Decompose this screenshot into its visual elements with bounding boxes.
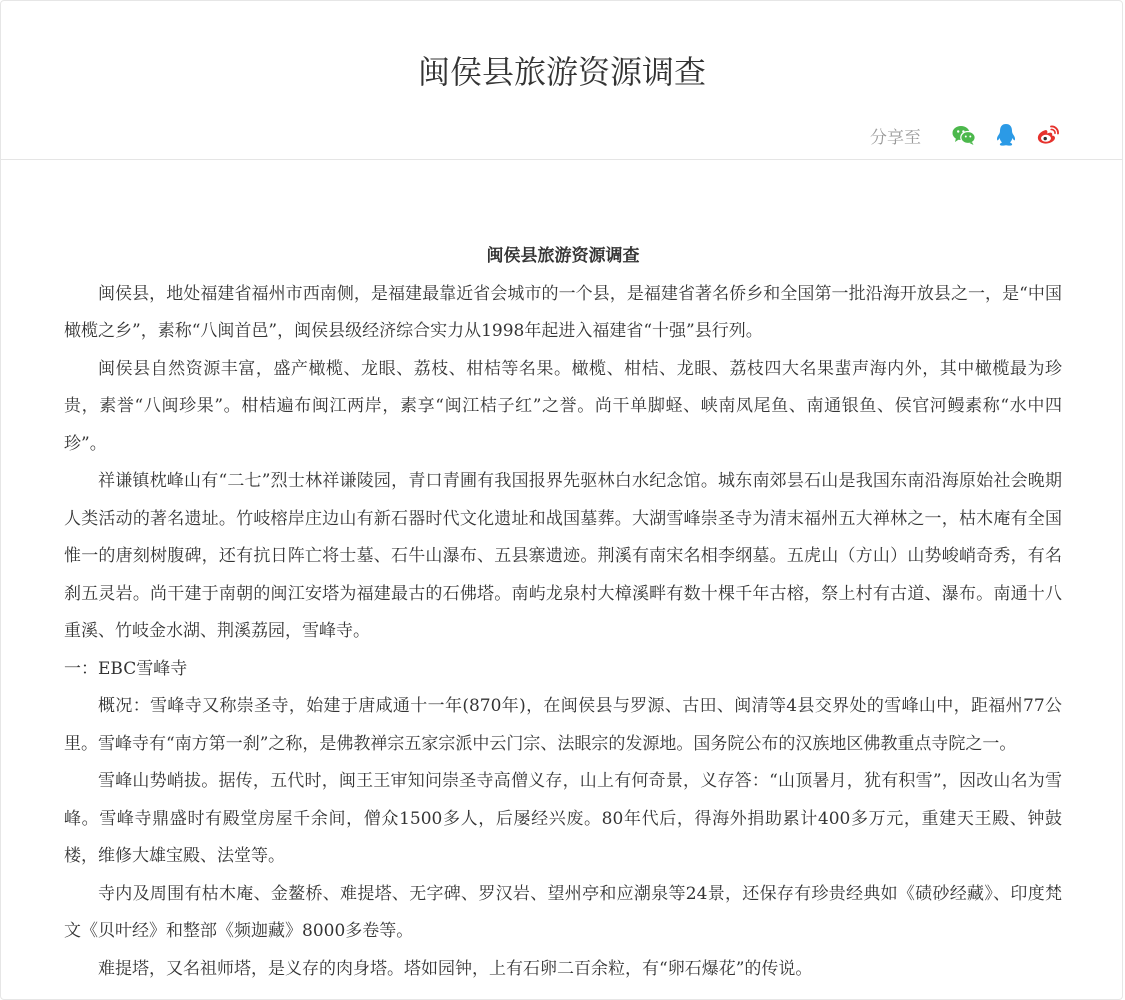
page-header [1, 0, 1123, 160]
article-body [64, 238, 1062, 988]
qq-icon[interactable] [993, 122, 1019, 148]
article-title: 闽侯县旅游资源调查 [486, 246, 640, 266]
paragraph: 祥谦镇枕峰山有“二七”烈士林祥谦陵园，青口青圃有我国报界先驱林白水纪念馆。城东南郊昙石山是我国东南沿海原始社会晚期人类活动的著名遗址。竹岐榕岸庄边山有新石器时代文化遗址和战国墓葬。大湖雪峰崇圣寺为清末福州五大禅林之一，枯木庵有全国惟一的唐刻树腹碑，还有抗日阵亡将士墓、石牛山瀑布、五县寨遗迹。荆溪有南宋名相李纲墓。五虎山（方山）山势峻峭奇秀，有名刹五灵岩。尚干建于南朝的闽江安塔为福建最古的石佛塔。南屿龙泉村大樟溪畔有数十棵千年古榕，祭上村有古道、瀑布。南通十八重溪、竹岐金水湖、荆溪荔园，雪峰寺。 [64, 471, 1062, 641]
weibo-icon[interactable] [1035, 122, 1061, 148]
share-label: 分享至 [870, 127, 921, 148]
wechat-icon[interactable] [951, 122, 977, 148]
section-heading: 一：EBC雪峰寺 [64, 658, 188, 679]
paragraph: 闽侯县，地处福建省福州市西南侧，是福建最靠近省会城市的一个县，是福建省著名侨乡和全国第一批沿海开放县之一，是“中国橄榄之乡”，素称“八闽首邑”，闽侯县级经济综合实力从1998年起进入福建省“十强”县行列。 [64, 283, 1062, 341]
paragraph: 寺内及周围有枯木庵、金鳌桥、难提塔、无字碑、罗汉岩、望州亭和应潮泉等24景，还保存有珍贵经典如《碛砂经藏》、印度梵文《贝叶经》和整部《频迦藏》8000多卷等。 [64, 883, 1062, 941]
paragraph: 闽侯县自然资源丰富，盛产橄榄、龙眼、荔枝、柑桔等名果。橄榄、柑桔、龙眼、荔枝四大名果蜚声海内外，其中橄榄最为珍贵，素誉“八闽珍果”。柑桔遍布闽江两岸，素享“闽江桔子红”之誉。尚干单脚蛏、峡南凤尾鱼、南通银鱼、侯官河鳗素称“水中四珍”。 [64, 358, 1062, 454]
paragraph: 概况：雪峰寺又称崇圣寺，始建于唐咸通十一年(870年)，在闽侯县与罗源、古田、闽清等4县交界处的雪峰山中，距福州77公里。雪峰寺有“南方第一刹”之称，是佛教禅宗五家宗派中云门宗、法眼宗的发源地。国务院公布的汉族地区佛教重点寺院之一。 [64, 696, 1062, 754]
page-title: 闽侯县旅游资源调查 [417, 53, 706, 91]
paragraph: 难提塔，又名祖师塔，是义存的肉身塔。塔如园钟，上有石卵二百余粒，有“卵石爆花”的传说。 [98, 958, 813, 979]
share-bar [870, 121, 1061, 149]
paragraph: 雪峰山势峭拔。据传，五代时，闽王王审知问崇圣寺高僧义存，山上有何奇景，义存答：“山顶暑月，犹有积雪”，因改山名为雪峰。雪峰寺鼎盛时有殿堂房屋千余间，僧众1500多人，后屡经兴废。80年代后，得海外捐助累计400多万元，重建天王殿、钟鼓楼，维修大雄宝殿、法堂等。 [64, 771, 1062, 866]
